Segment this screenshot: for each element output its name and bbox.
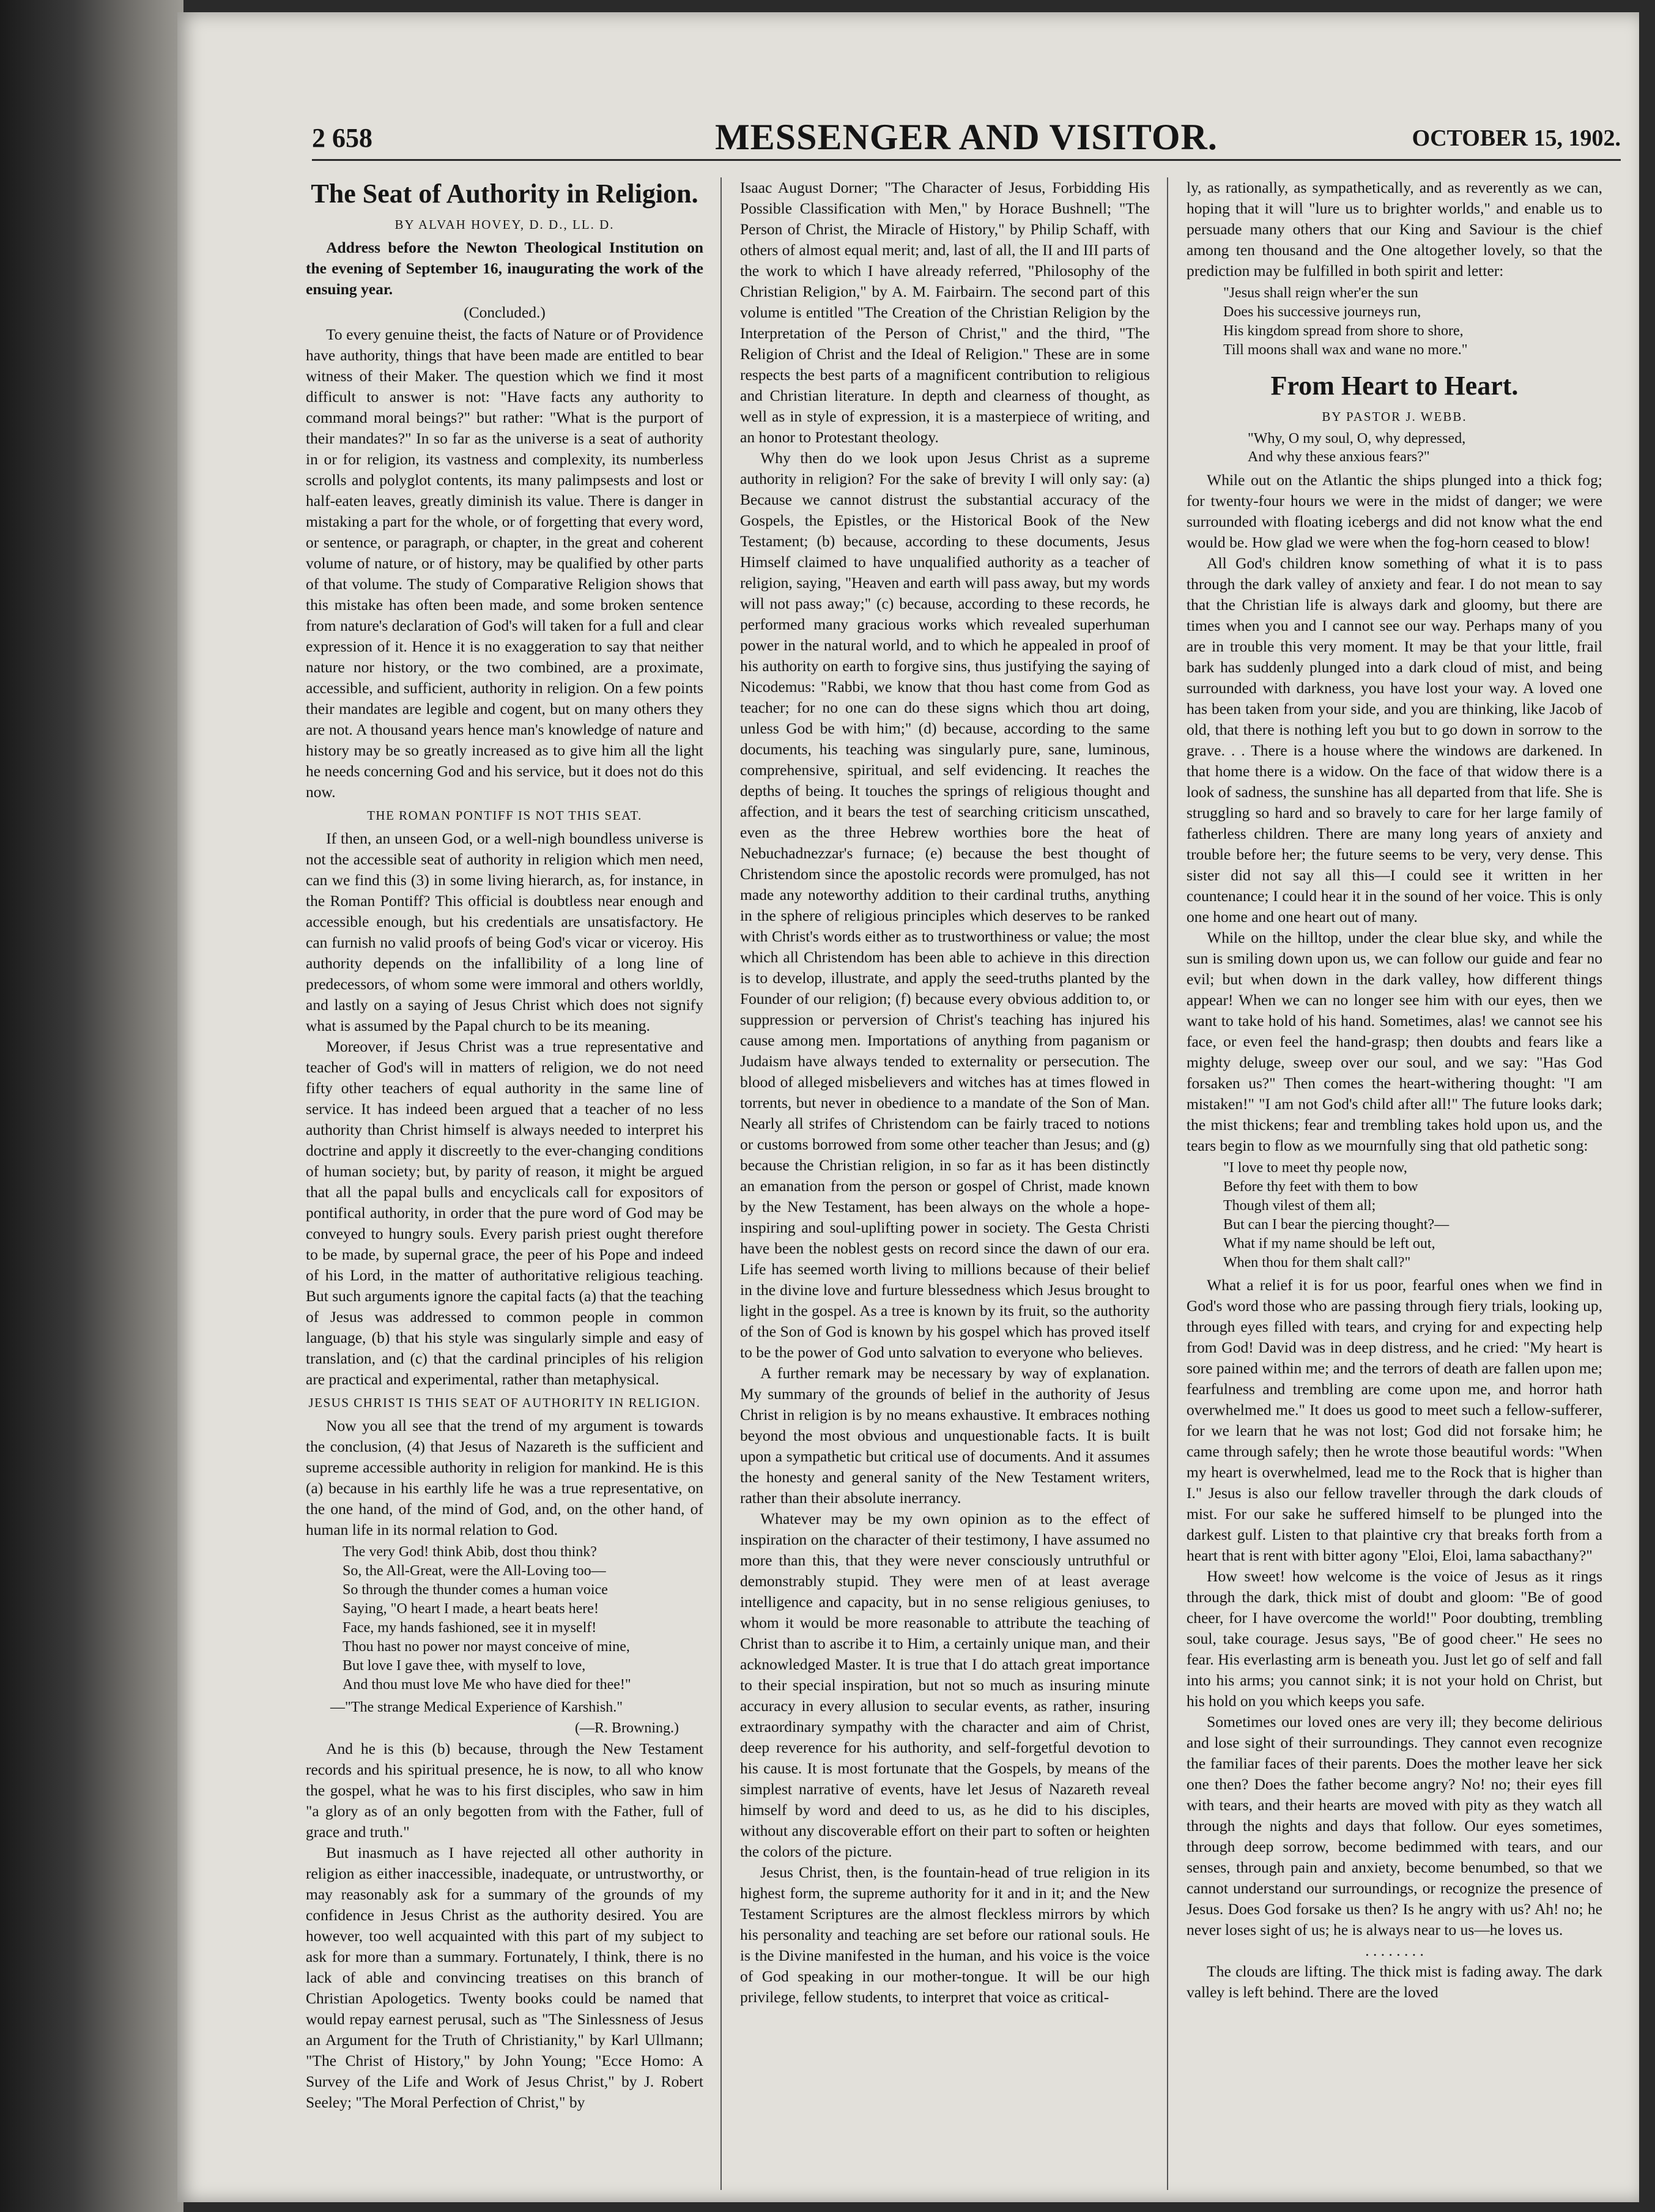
paragraph: To every genuine theist, the facts of Nature or of Providence have authority, things that have been made are entitled to bear witness of their Maker. The question which we find it most difficult to answer is not: "Have facts any authority to command moral beings?" but rather: "What is the purport of their mandates?" In so far as the universe is a seat of authority in or for religion, its vastness and complexity, its numberless scrolls and polyglot contents, its many palimpsests and lost or half-eaten leaves, greatly diminish its value. There is danger in mistaking a part for the whole, or of forgetting that every word, or sentence, or paragraph, or chapter, in the great and coherent volume of nature, or of history, may be qualified by other parts of that volume. The study of Comparative Religion shows that this mistake has often been made, and some broken sentence from nature's declaration of God's will taken for a full and clear expression of it. Hence it is no exaggeration to say that neither nature nor history, or the two combined, are a proximate, accessible, and sufficient, authority in religion. On a few points their mandates are legible and cogent, but on many others they are not. A thousand years hence man's knowledge of nature and history may be so greatly increased as to give him all the light he needs concerning God and his service, but it does not do this now. [306,325,703,801]
epigraph-line: And why these anxious fears?" [1248,449,1430,465]
poem-line: So through the thunder comes a human voice [342,1582,608,1598]
paragraph: ly, as rationally, as sympathetically, and as reverently as we can, hoping that it will "lure us to brighter worlds," and enable us to persuade many others that our King and Saviour is the chief among ten thousand and the One altogether lovely, so that the prediction may be fulfilled in both spirit and letter: [1187,179,1602,280]
epigraph [1248,429,1602,466]
hymn-verse [1223,1159,1602,1272]
paragraph: While on the hilltop, under the clear blue sky, and while the sun is smiling down upon us, we can follow our guide and fear no evil; but when down in the dark valley, how different things appear! When we can no longer see him with our eyes, then we want to take hold of his hand. Sometimes, alas! we cannot see his face, or even feel the hand-grasp; then doubts and fears like a mighty deluge, sweep over our soul, and we say: "Has God forsaken us?" Then comes the heart-withering thought: "I am mistaken!" "I am not God's child after all!" The future looks dark; the mist thickens; fear and trembling takes hold upon us, and the tears begin to flow as we mournfully sing that old pathetic song: [1187,929,1602,1154]
masthead: MESSENGER AND VISITOR. [715,117,1218,157]
issue-date: OCTOBER 15, 1902. [1412,125,1621,151]
article-byline: BY PASTOR J. WEBB. [1322,409,1467,424]
poem-line: The very God! think Abib, dost thou think? [342,1544,597,1560]
article-intro: Address before the Newton Theological Institution on the evening of September 16, inaugurating the work of the ensuing year. [306,239,703,298]
verse-line: But can I bear the piercing thought?— [1223,1217,1450,1233]
poem-line: Face, my hands fashioned, see it in myself! [342,1620,597,1636]
concluded-note: (Concluded.) [464,303,546,321]
paragraph: What a relief it is for us poor, fearful ones when we find in God's word those who are passing through fiery trials, looking up, through eyes filled with tears, and crying for and expecting help from God! David was in deep distress, and he cried: "My heart is sore pained within me; and the terrors of death are fallen upon me; fearfulness and trembling are come upon me, and horror hath overwhelmed me." It does us good to meet such a fellow-sufferer, for we learn that he was not lost; God did not forsake him; he came through safely; then he wrote those beautiful words: "When my heart is overwhelmed, lead me to the Rock that is higher than I." Jesus is also our fellow traveller through the dark clouds of mist. For our sake he suffered himself to be plunged into the darkest gulf. Listen to that plaintive cry that breaks forth from a heart that is rent with bitter agony "Eloi, Eloi, lama sabacthany?" [1187,1276,1602,1564]
paragraph: Sometimes our loved ones are very ill; they become delirious and lose sight of their surroundings. They cannot even recognize the familiar faces of their parents. Does the mother leave her sick one then? Does the father become angry? No! no; their eyes fill with tears, and their hearts are moved with pity as they watch all through the nights and days that follow. Our eyes sometimes, through deep sorrow, become bedimmed with tears, and our senses, through pain and anxiety, become benumbed, so that we cannot understand our surroundings, or recognize the presence of Jesus. Does God forsake us then? Is he angry with us? Ah! no; he never loses sight of us; he is always near to us—he loves us. [1187,1713,1602,1939]
poem-line: But love I gave thee, with myself to love, [342,1658,586,1674]
article-byline: BY ALVAH HOVEY, D. D., LL. D. [394,217,615,232]
newspaper-page [177,12,1639,2202]
browning-poem [342,1543,703,1694]
paragraph: A further remark may be necessary by way of explanation. My summary of the grounds of belief in the authority of Jesus Christ in religion is by no means exhaustive. It embraces nothing beyond the most obvious and unquestionable facts. It is built upon a sympathetic but critical use of documents. And it assumes the honesty and general sanity of the New Testament writers, rather than their absolute inerrancy. [740,1364,1150,1507]
column-2 [740,177,1150,2190]
section-heading: THE ROMAN PONTIFF IS NOT THIS SEAT. [367,808,642,823]
section-break-dots: . . . . . . . . [1365,1942,1424,1959]
poem-line: And thou must love Me who have died for thee!" [342,1677,631,1693]
article-title: The Seat of Authority in Religion. [311,179,698,209]
poem-line: So, the All-Great, were the All-Loving too— [342,1563,606,1579]
paragraph: Jesus Christ, then, is the fountain-head of true religion in its highest form, the supreme authority for it and in it; and the New Testament Scriptures are the almost fleckless mirrors by which his personality and teaching are set before our rational souls. He is the Divine manifested in the human, and his voice is the voice of God speaking in our mother-tongue. It will be our high privilege, fellow students, to interpret that voice as critical- [740,1863,1150,2006]
paragraph: But inasmuch as I have rejected all other authority in religion as either inaccessible, inadequate, or untrustworthy, or may reasonably ask for a summary of the grounds of my confidence in Jesus Christ as the authority desired. You are however, too well acquainted with this part of my subject to ask for more than a summary. Fortunately, I think, there is no lack of able and convincing treatises on this branch of Christian Apologetics. Twenty books could be named that would repay earnest perusal, such as "The Sinlessness of Jesus an Argument for the Truth of Christianity," by Karl Ullmann; "The Christ of History," by John Young; "Ecce Homo: A Survey of the Life and Work of Jesus Christ," by J. Robert Seeley; "The Moral Perfection of Christ," by [306,1844,703,2111]
paragraph: Whatever may be my own opinion as to the effect of inspiration on the character of their testimony, I have assumed no more than this, that they were never consciously untruthful or demonstrably stupid. They were men of at least average intelligence and capacity, but in no sense religious geniuses, to whom it would be more reasonable to attribute the teaching of Christ than to ascribe it to Him, a certainly unique man, and their acknowledged Master. It is true that I do attach great importance to their special inspiration, but not so much as insuring minute accuracy in every allusion to secular events, as rather, insuring extraordinary sympathy with the character and aim of Christ, deep reverence for his authority, and self-forgetful devotion to his cause. It is most fortunate that the Gospels, by means of the simplest narrative of events, have let Jesus of Nazareth reveal himself by word and deed to us, as he did to his disciples, without any discoverable effort on their part to soften or heighten the colors of the picture. [740,1510,1150,1860]
paragraph: And he is this (b) because, through the New Testament records and his spiritual presence, he is now, to all who know the gospel, what he was to his first disciples, who saw in him "a glory as of an only begotten from with the Father, full of grace and truth." [306,1740,703,1841]
paragraph: While out on the Atlantic the ships plunged into a thick fog; for twenty-four hours we were in the midst of danger; we were surrounded with floating icebergs and did not know what the end would be. How glad we were when the fog-horn ceased to blow! [1187,471,1602,551]
column-rule [720,177,722,2190]
poem-line: Thou hast no power nor mayst conceive of mine, [342,1639,630,1655]
article-title: From Heart to Heart. [1270,371,1519,401]
hymn-line: "Jesus shall reign wher'er the sun [1223,285,1418,301]
verse-line: When thou for them shalt call?" [1223,1255,1411,1271]
column-rule [1167,177,1168,2190]
section-heading: JESUS CHRIST IS THIS SEAT OF AUTHORITY IN RELIGION. [308,1395,701,1410]
poem-source: —"The strange Medical Experience of Karshish." [330,1699,623,1715]
paragraph: Moreover, if Jesus Christ was a true representative and teacher of God's will in matters of religion, we do not need fifty other teachers of equal authority in the same line of service. It has indeed been argued that a teacher of no less authority than Christ himself is always needed to interpret his doctrine and apply it discreetly to the ever-changing conditions of human society; but, by parity of reason, it might be argued that all the papal bulls and encyclicals call for expositors of pontifical authority, in order that the pure word of God may be conveyed to hungry souls. Every parish priest ought therefore to be made, by supernal grace, the peer of his Pope and indeed of his Lord, in the matter of authoritative religious teaching. But such arguments ignore the capital facts (a) that the teaching of Jesus was addressed to common people in common language, (b) that his style was singularly simple and easy of translation, and (c) that the cardinal principles of his religion are practical and experimental, rather than metaphysical. [306,1037,703,1388]
paragraph: Why then do we look upon Jesus Christ as a supreme authority in religion? For the sake of brevity I will only say: (a) Because we cannot distrust the substantial accuracy of the Gospels, the Epistles, or the Historical Book of the New Testament; (b) because, according to these documents, Jesus Himself claimed to have unqualified authority as a teacher of religion, saying, "Heaven and earth will pass away, but my words will not pass away;" (c) because, according to these records, he performed many gracious works which revealed superhuman power in the natural world, and to which he appealed in proof of his authority on earth to forgive sins, thus justifying the saying of Nicodemus: "Rabbi, we know that thou hast come from God as teacher; for no one can do these signs which thou art doing, unless God be with him;" (d) because, according to the same documents, his teaching was singularly pure, sane, luminous, comprehensive, spiritual, and self evidencing. It reaches the depths of being. It touches the springs of religious thought and affection, and it bears the test of searching criticism unscathed, even as the three Hebrew worthies bore the heat of Nebuchadnezzar's furnace; (e) because the best thought of Christendom since the apostolic records were promulged, has not made any noteworthy addition to their cardinal truths, anything in the sphere of religious principles which deserves to be ranked with Christ's words either as to trustworthiness or value; the most which all Christendom has been able to achieve in this direction is to develop, illustrate, and apply the seed-truths planted by the Founder of our religion; (f) because every obvious addition to, or suppression or perversion of Christ's teaching has injured his cause among men. Importations of anything from paganism or Judaism have always tended to externality or persecution. The blood of alleged misbelievers and witches has at times flowed in torrents, but never in obedience to a mandate of the Son of Man. Nearly all strifes of Christendom can be fairly traced to notions or customs borrowed from some other teacher than Jesus; and (g) because the Christian religion, in so far as it has been distinctly an emanation from the person or gospel of Christ, made known by the New Testament, has been always on the whole a hope-inspiring and soul-uplifting power in society. The Gesta Christi have been the noblest gests on record since the dawn of our era. Life has seemed worth living to millions because of their belief in the divine love and furture blessedness which Jesus brought to light in the gospel. As a tree is known by its fruit, so the authority of the Son of God is known by his gospel which has proved itself to be the power of God unto salvation to everyone who believes. [740,449,1150,1361]
poem-line: Saying, "O heart I made, a heart beats here! [342,1601,599,1617]
hymn-quote [1223,284,1602,360]
epigraph-line: "Why, O my soul, O, why depressed, [1248,431,1466,447]
column-3 [1187,177,1602,2190]
hymn-line: Does his successive journeys run, [1223,304,1421,320]
paragraph: All God's children know something of what it is to pass through the dark valley of anxiety and fear. I do not mean to say that the Christian life is always dark and gloomy, but there are times when you and I cannot see our way. Perhaps many of you are in trouble this very moment. It may be that your little, frail bark has suddenly plunged into a dark cloud of mist, and being surrounded with darkness, you have lost your way. A loved one has been taken from your side, and you are thinking, like Jacob of old, that there is nothing left you but to go down in sorrow to the grave. . . There is a house where the windows are darkened. In that home there is a widow. On the face of that widow there is a look of sadness, the sunshine has all departed from that life. She is struggling so hard and so bravely to care for her large family of fatherless children. There are many long years of anxiety and trouble before her; the future seems to be very, very dense. This sister did not say all this—I could see it written in her countenance; I could hear it in the sound of her voice. This is only one home and one heart out of many. [1187,554,1602,926]
verse-line: Before thy feet with them to bow [1223,1179,1418,1195]
verse-line: Though vilest of them all; [1223,1198,1376,1214]
column-1 [306,177,703,2190]
paragraph: Isaac August Dorner; "The Character of Jesus, Forbidding His Possible Classification with Men," by Horace Bushnell; "The Person of Christ, the Miracle of History," by Philip Schaff, with others of almost equal merit; and, last of all, the II and III parts of the work to which I have already referred, "Philosophy of the Christian Religion," by A. M. Fairbairn. The second part of this volume is entitled "The Creation of the Christian Religion by the Interpretation of the Person of Christ," and the third, "The Religion of Christ and the Ideal of Religion." These are in some respects the best parts of a magnificent contribution to religious and Christian literature. In depth and clearness of thought, as well as in style of expression, it is a masterpiece of writing, and an honor to Protestant theology. [740,179,1150,446]
page-number: 2 658 [312,123,372,153]
hymn-line: His kingdom spread from shore to shore, [1223,323,1464,339]
page-header [312,110,1621,161]
hymn-line: Till moons shall wax and wane no more." [1223,342,1468,358]
paragraph: Now you all see that the trend of my argument is towards the conclusion, (4) that Jesus of Nazareth is the sufficient and supreme accessible authority in religion for mankind. He is this (a) because in his earthly life he was a true representative, on the one hand, of the mind of God, and, on the other hand, of human life in its normal relation to God. [306,1417,703,1538]
poem-author: (—R. Browning.) [575,1720,679,1736]
verse-line: "I love to meet thy people now, [1223,1160,1407,1176]
paragraph: If then, an unseen God, or a well-nigh boundless universe is not the accessible seat of authority in religion which men need, can we find this (3) in some living hierarch, as, for instance, in the Roman Pontiff? This official is doubtless near enough and accessible enough, but his credentials are unsatisfactory. He can furnish no valid proofs of being God's vicar or viceroy. His authority depends on the infallibility of a long line of predecessors, of whom some were immoral and others worldly, and lastly on a saying of Jesus Christ which does not signify what is assumed by the Papal church to be its meaning. [306,830,703,1034]
verse-line: What if my name should be left out, [1223,1236,1435,1252]
paragraph: The clouds are lifting. The thick mist is fading away. The dark valley is left behind. There are the loved [1187,1962,1602,2001]
paragraph: How sweet! how welcome is the voice of Jesus as it rings through the dark, thick mist of doubt and gloom: "Be of good cheer, for I have overcome the world!" Poor doubting, trembling soul, take courage. Jesus says, "Be of good cheer." He sees no fear. His everlasting arm is beneath you. Just let go of self and fall into his arms; you cannot sink; it is not your hold on Christ, but his hold on you which keeps you safe. [1187,1567,1602,1710]
book-binding [0,0,183,2212]
